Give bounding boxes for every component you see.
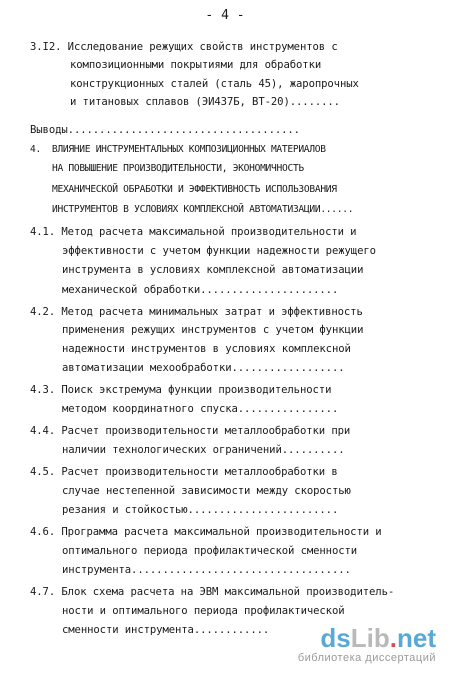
toc-line: 4.1. Метод расчета максимальной производительности и <box>30 226 357 238</box>
toc-line: применения режущих инструментов с учетом функции <box>62 324 364 336</box>
toc-line: 3.I2. Исследование режущих свойств инструментов с <box>30 41 338 53</box>
toc-line: 4.6. Программа расчета максимальной производительности и <box>30 526 382 538</box>
page-number: - 4 - <box>205 8 245 23</box>
toc-line: Выводы..................................... <box>30 124 300 136</box>
toc-line: 4.7. Блок схема расчета на ЭВМ максимальной производитель- <box>30 586 395 598</box>
toc-line: 4.5. Расчет производительности металлообработки в <box>30 466 338 478</box>
toc-line: наличии технологических ограничений.......... <box>62 444 345 456</box>
toc-line: ности и оптимального периода профилактической <box>62 605 345 617</box>
toc-line: конструкционных сталей (сталь 45), жаропрочных <box>70 78 359 90</box>
toc-line: 4.2. Метод расчета минимальных затрат и эффективность <box>30 306 363 318</box>
toc-line: МЕХАНИЧЕСКОЙ ОБРАБОТКИ И ЭФФЕКТИВНОСТЬ ИСПОЛЬЗОВАНИЯ <box>52 184 337 195</box>
toc-line: и титановых сплавов (ЭИ437Б, ВТ-20)........ <box>70 96 340 108</box>
toc-line: ИНСТРУМЕНТОВ В УСЛОВИЯХ КОМПЛЕКСНОЙ АВТОМАТИЗАЦИИ...... <box>52 204 354 215</box>
toc-line: НА ПОВЫШЕНИЕ ПРОИЗВОДИТЕЛЬНОСТИ, ЭКОНОМИЧНОСТЬ <box>52 163 304 174</box>
toc-line: 4.3. Поиск экстремума функции производительности <box>30 384 332 396</box>
watermark-logo-text: dsLib.net <box>320 623 436 653</box>
toc-line: автоматизации мехообработки.................. <box>62 362 345 374</box>
toc-line: инструмента в условиях комплексной автоматизации <box>62 264 364 276</box>
watermark-logo <box>298 624 436 664</box>
toc-line: сменности инструмента............ <box>62 624 270 636</box>
watermark-subtitle: библиотека диссертаций <box>297 652 436 664</box>
toc-line: 4. ВЛИЯНИЕ ИНСТРУМЕНТАЛЬНЫХ КОМПОЗИЦИОННЫХ МАТЕРИАЛОВ <box>30 144 326 155</box>
toc-line: инструмента................................... <box>62 564 351 576</box>
toc-line: композиционными покрытиями для обработки <box>70 59 322 71</box>
toc-line: 4.4. Расчет производительности металлообработки при <box>30 425 351 437</box>
toc-line: случае нестепенной зависимости между скоростью <box>62 485 351 497</box>
toc-line: эффективности с учетом функции надежности режущего <box>62 245 376 257</box>
toc-line: оптимального периода профилактической сменности <box>62 545 358 557</box>
toc-line: резания и стойкостью........................ <box>62 504 339 516</box>
toc-line: механической обработки...................... <box>62 284 339 296</box>
toc-line: надежности инструментов в условиях комплексной <box>62 343 351 355</box>
toc-line: методом координатного спуска................ <box>62 403 339 415</box>
